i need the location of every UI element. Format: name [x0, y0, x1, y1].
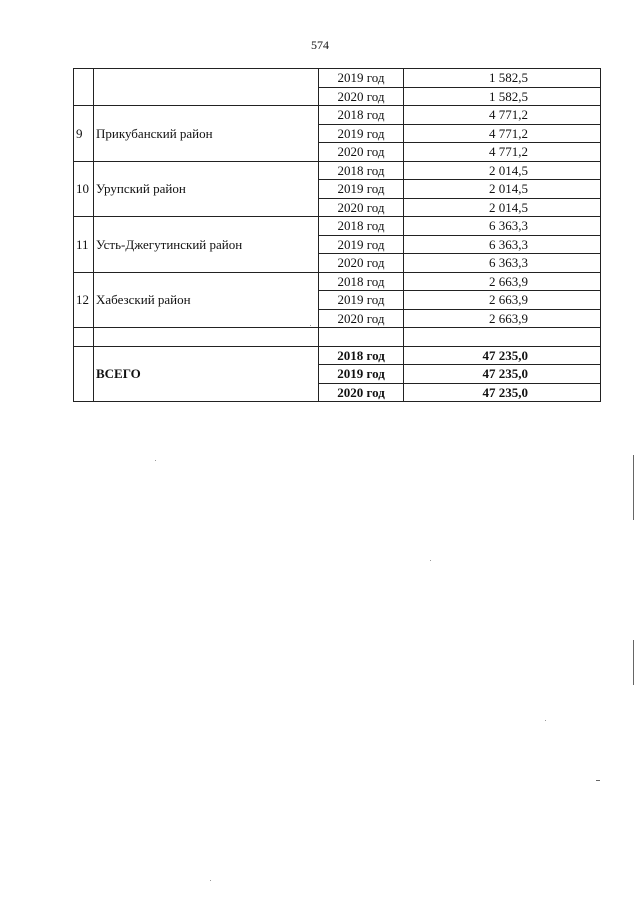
scan-speck: [430, 560, 431, 561]
page-number: 574: [311, 38, 329, 52]
district-name: Прикубанский район: [94, 106, 319, 162]
empty-cell: [74, 328, 94, 347]
scan-edge-mark: [596, 780, 600, 781]
year-cell: 2020 год: [319, 254, 404, 273]
table-row: [74, 161, 601, 180]
table-row: [74, 272, 601, 291]
year-cell: 2020 год: [319, 87, 404, 106]
scan-speck: [545, 720, 546, 721]
year-cell: 2018 год: [319, 106, 404, 125]
amount-cell: 4 771,2: [404, 106, 601, 125]
year-cell: 2020 год: [319, 143, 404, 162]
table-row: [74, 106, 601, 125]
total-row: [74, 346, 601, 365]
amount-cell: 2 014,5: [404, 180, 601, 199]
amount-cell: 6 363,3: [404, 217, 601, 236]
scan-speck: [155, 460, 156, 461]
amount-cell: 2 663,9: [404, 309, 601, 328]
year-cell: 2020 год: [319, 309, 404, 328]
amount-cell: 6 363,3: [404, 235, 601, 254]
district-name: [94, 69, 319, 106]
amount-cell: 47 235,0: [404, 383, 601, 402]
year-cell: 2018 год: [319, 272, 404, 291]
amount-cell: 47 235,0: [404, 346, 601, 365]
year-cell: 2019 год: [319, 291, 404, 310]
amount-cell: 47 235,0: [404, 365, 601, 384]
row-number: [74, 346, 94, 402]
table-row: [74, 217, 601, 236]
year-cell: 2020 год: [319, 383, 404, 402]
row-number: [74, 69, 94, 106]
year-cell: 2019 год: [319, 124, 404, 143]
amount-cell: 1 582,5: [404, 87, 601, 106]
district-name: Хабезский район: [94, 272, 319, 328]
row-number: 10: [74, 161, 94, 217]
empty-cell: [94, 328, 319, 347]
row-number: 11: [74, 217, 94, 273]
scan-speck: [210, 880, 211, 881]
row-number: 9: [74, 106, 94, 162]
amount-cell: 6 363,3: [404, 254, 601, 273]
empty-cell: [319, 328, 404, 347]
district-name: Усть-Джегутинский район: [94, 217, 319, 273]
amount-cell: 2 663,9: [404, 291, 601, 310]
scan-edge-mark: [633, 640, 634, 685]
amount-cell: 2 014,5: [404, 198, 601, 217]
total-label: ВСЕГО: [94, 346, 319, 402]
year-cell: 2018 год: [319, 346, 404, 365]
scan-speck: [310, 325, 311, 326]
year-cell: 2019 год: [319, 235, 404, 254]
row-number: 12: [74, 272, 94, 328]
empty-cell: [404, 328, 601, 347]
year-cell: 2018 год: [319, 217, 404, 236]
table-row: [74, 69, 601, 88]
year-cell: 2019 год: [319, 180, 404, 199]
amount-cell: 2 014,5: [404, 161, 601, 180]
year-cell: 2020 год: [319, 198, 404, 217]
table-row-empty: [74, 328, 601, 347]
amount-cell: 2 663,9: [404, 272, 601, 291]
year-cell: 2019 год: [319, 69, 404, 88]
budget-table: [73, 68, 601, 402]
scan-edge-mark: [633, 455, 634, 520]
district-name: Урупский район: [94, 161, 319, 217]
amount-cell: 4 771,2: [404, 143, 601, 162]
amount-cell: 4 771,2: [404, 124, 601, 143]
year-cell: 2019 год: [319, 365, 404, 384]
amount-cell: 1 582,5: [404, 69, 601, 88]
year-cell: 2018 год: [319, 161, 404, 180]
